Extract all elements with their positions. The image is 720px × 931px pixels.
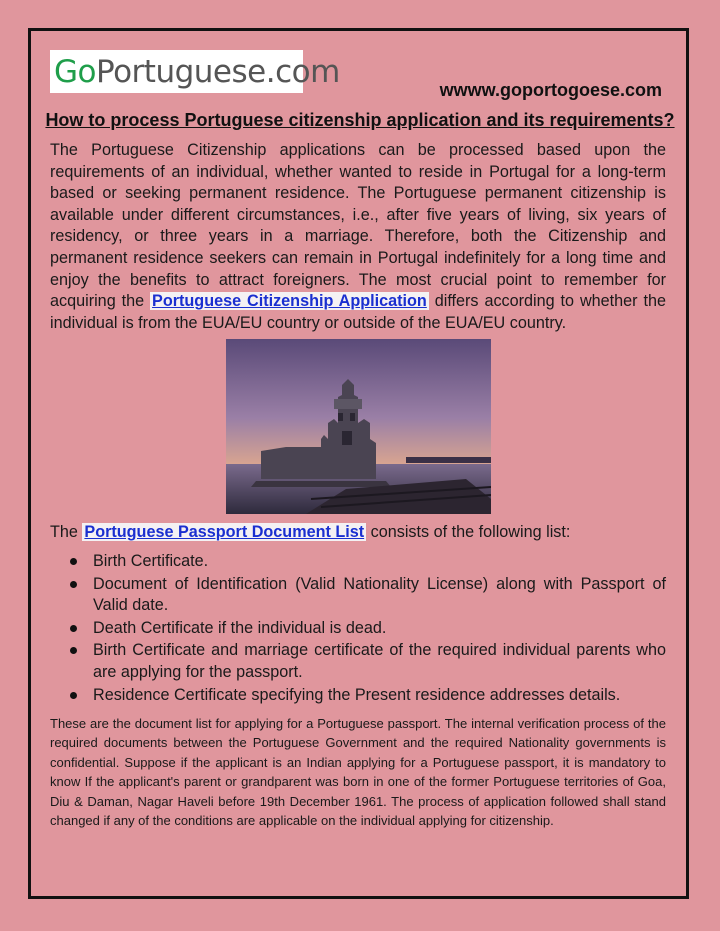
bullet-icon [70, 647, 77, 654]
intro-text-after: differs according to whether the individual is from the EUA/EU country or outside of the EUA/EU country. [50, 292, 666, 332]
list-item [70, 618, 666, 640]
list-item-text: Birth Certificate and marriage certificate of the required individual parents who are applying for the passport. [93, 641, 666, 681]
list-item [70, 640, 666, 683]
document-list [70, 551, 666, 707]
list-item [70, 551, 666, 573]
citizenship-application-link[interactable]: Portuguese Citizenship Application [152, 292, 427, 311]
lead-before: The [50, 523, 83, 541]
intro-text-before: The Portuguese Citizenship applications can be processed based upon the requirements of an individual, whether wanted to reside in Portugal for a long-term based or seeking permanent residence. The Portuguese permanent citizenship is available under different circumstances, i.e., after five years of living, six years of residency, or three years in a marriage. Therefore, both the Citizenship and permanent residence seekers can remain in Portugal indefinitely for a long time and enjoy the benefits to attract foreigners. The most crucial point to remember for acquiring the [50, 141, 666, 311]
list-item-text: Document of Identification (Valid Nationality License) along with Passport of Valid date. [93, 574, 666, 615]
intro-paragraph [50, 140, 666, 334]
bullet-icon [70, 625, 77, 632]
page-title: How to process Portuguese citizenship application and its requirements? [45, 110, 675, 130]
passport-document-list-link[interactable]: Portuguese Passport Document List [84, 523, 365, 541]
bullet-icon [70, 581, 77, 588]
list-item [70, 574, 666, 617]
lead-after: consists of the following list: [366, 523, 571, 541]
closing-paragraph: These are the document list for applying for a Portuguese passport. The internal verification process of the required documents between the Portuguese Government and the required Nationality governments is confidential. Suppose if the applicant is an Indian applying for a Portuguese passport, it is mandatory to know If the applicant's parent or grandparent was born in one of the former Portuguese territories of Goa, Diu & Daman, Nagar Haveli before 19th December 1961. The process of application followed shall stand changed if any of the conditions are applicable on the individual applying for citizenship. [50, 716, 666, 829]
list-item-text: Residence Certificate specifying the Present residence addresses details. [93, 685, 621, 704]
document-list-intro [50, 523, 570, 542]
list-item-text: Death Certificate if the individual is dead. [93, 618, 387, 637]
list-item [70, 685, 666, 707]
bullet-icon [70, 558, 77, 565]
site-logo[interactable] [50, 50, 340, 93]
bullet-icon [70, 692, 77, 699]
list-item-text: Birth Certificate. [93, 552, 209, 570]
site-url: wwww.goportogoese.com [439, 80, 662, 100]
logo-rest: Portuguese.com [96, 53, 340, 90]
belem-tower-photo [226, 339, 491, 514]
logo-go: Go [54, 53, 96, 90]
